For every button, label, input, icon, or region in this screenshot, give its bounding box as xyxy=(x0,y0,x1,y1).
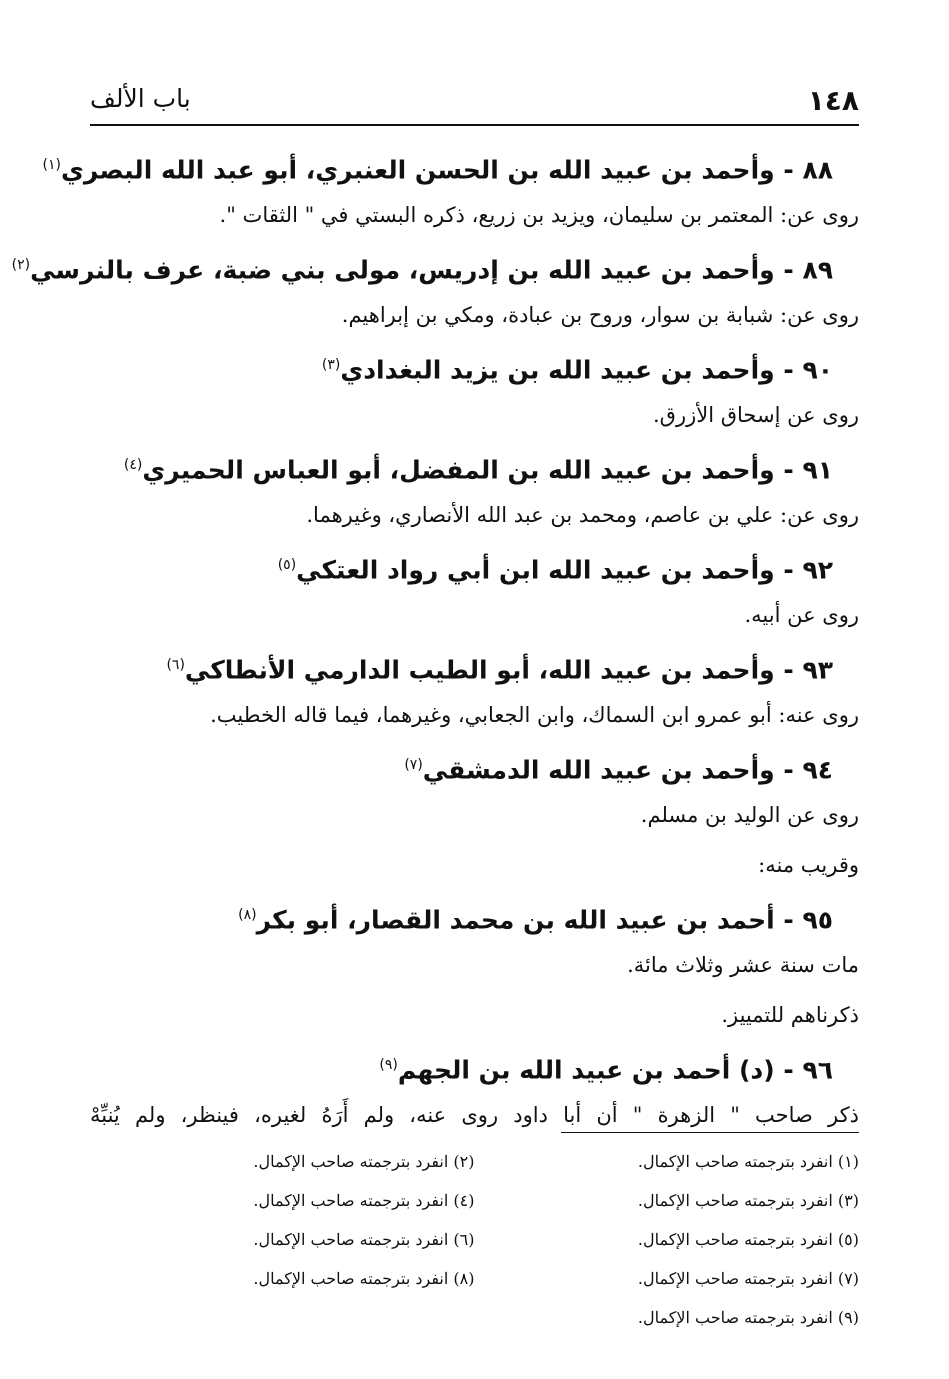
entry-text: روى عن: شبابة بن سوار، وروح بن عبادة، ومكي بن إبراهيم. xyxy=(341,303,859,327)
running-title: باب الألف xyxy=(90,84,191,113)
footnote: (١) انفرد بترجمته صاحب الإكمال. xyxy=(637,1152,859,1171)
footnote-ref: (٦) xyxy=(166,657,185,673)
entry-heading-92: ٩٢ - وأحمد بن عبيد الله ابن أبي رواد العتكي$^{(٥)}$ xyxy=(277,555,833,585)
footnote: (٤) انفرد بترجمته صاحب الإكمال. xyxy=(253,1191,475,1210)
footnote: (٢) انفرد بترجمته صاحب الإكمال. xyxy=(253,1152,475,1171)
entry-heading-91: ٩١ - وأحمد بن عبيد الله بن المفضل، أبو العباس الحميري$^{(٤)}$ xyxy=(123,455,833,485)
entry-heading-95: ٩٥ - أحمد بن عبيد الله بن محمد القصار، أبو بكر$^{(٨)}$ xyxy=(238,905,833,935)
entry-text: روى عن: علي بن عاصم، ومحمد بن عبد الله الأنصاري، وغيرهما. xyxy=(306,503,859,527)
footnote: (٩) انفرد بترجمته صاحب الإكمال. xyxy=(637,1308,859,1327)
entry-text: ذكر صاحب " الزهرة " أن أبا داود روى عنه، ولم أَرَهُ لغيره، فينظر، ولم يُنبِّهْ xyxy=(90,1103,859,1127)
page-number: ١٤٨ xyxy=(807,84,859,117)
footnote: (٣) انفرد بترجمته صاحب الإكمال. xyxy=(637,1191,859,1210)
footnote-rule xyxy=(561,1132,859,1133)
footnote: (٦) انفرد بترجمته صاحب الإكمال. xyxy=(253,1230,475,1249)
footnote-column-left xyxy=(90,1142,475,1337)
entry-heading-88: ٨٨ - وأحمد بن عبيد الله بن الحسن العنبري، أبو عبد الله البصري$^{(١)}$ xyxy=(42,155,833,185)
footnote-ref: (٣) xyxy=(321,357,341,373)
entry-text: روى عن: المعتمر بن سليمان، ويزيد بن زريع، ذكره البستي في " الثقات ". xyxy=(219,203,859,227)
footnote-ref: (١) xyxy=(42,157,61,173)
entry-text: روى عن أبيه. xyxy=(744,603,859,627)
entry-text: مات سنة عشر وثلاث مائة. xyxy=(627,953,859,977)
entry-heading-94: ٩٤ - وأحمد بن عبيد الله الدمشقي$^{(٧)}$ xyxy=(404,755,833,785)
footnote-ref: (٥) xyxy=(277,557,297,573)
footnotes xyxy=(90,1142,859,1337)
entry-heading-89: ٨٩ - وأحمد بن عبيد الله بن إدريس، مولى بني ضبة، عرف بالنرسي$^{(٢)}$ xyxy=(11,255,833,285)
entry-heading-90: ٩٠ - وأحمد بن عبيد الله بن يزيد البغدادي$^{(٣)}$ xyxy=(321,355,833,385)
footnote-ref: (٨) xyxy=(238,907,257,923)
entry-text: وقريب منه: xyxy=(758,853,859,877)
main-text xyxy=(11,140,859,1140)
entry-text: روى عنه: أبو عمرو ابن السماك، وابن الجعابي، وغيرهما، فيما قاله الخطيب. xyxy=(210,703,859,727)
entry-heading-93: ٩٣ - وأحمد بن عبيد الله، أبو الطيب الدارمي الأنطاكي$^{(٦)}$ xyxy=(166,655,833,685)
footnote: (٨) انفرد بترجمته صاحب الإكمال. xyxy=(253,1269,475,1288)
entry-text: روى عن إسحاق الأزرق. xyxy=(652,403,859,427)
header-rule xyxy=(90,124,859,126)
entry-text: روى عن الوليد بن مسلم. xyxy=(640,803,859,827)
footnote-ref: (٤) xyxy=(123,457,143,473)
page-header xyxy=(90,78,859,126)
entry-heading-96: ٩٦ - (د) أحمد بن عبيد الله بن الجهم$^{(٩)}$ xyxy=(379,1055,833,1085)
entry-text: ذكرناهم للتمييز. xyxy=(721,1003,859,1027)
footnote-ref: (٩) xyxy=(379,1057,398,1073)
footnote: (٧) انفرد بترجمته صاحب الإكمال. xyxy=(637,1269,859,1288)
footnote: (٥) انفرد بترجمته صاحب الإكمال. xyxy=(637,1230,859,1249)
footnote-ref: (٢) xyxy=(11,257,31,273)
footnote-ref: (٧) xyxy=(404,757,423,773)
footnote-column-right xyxy=(475,1142,860,1337)
